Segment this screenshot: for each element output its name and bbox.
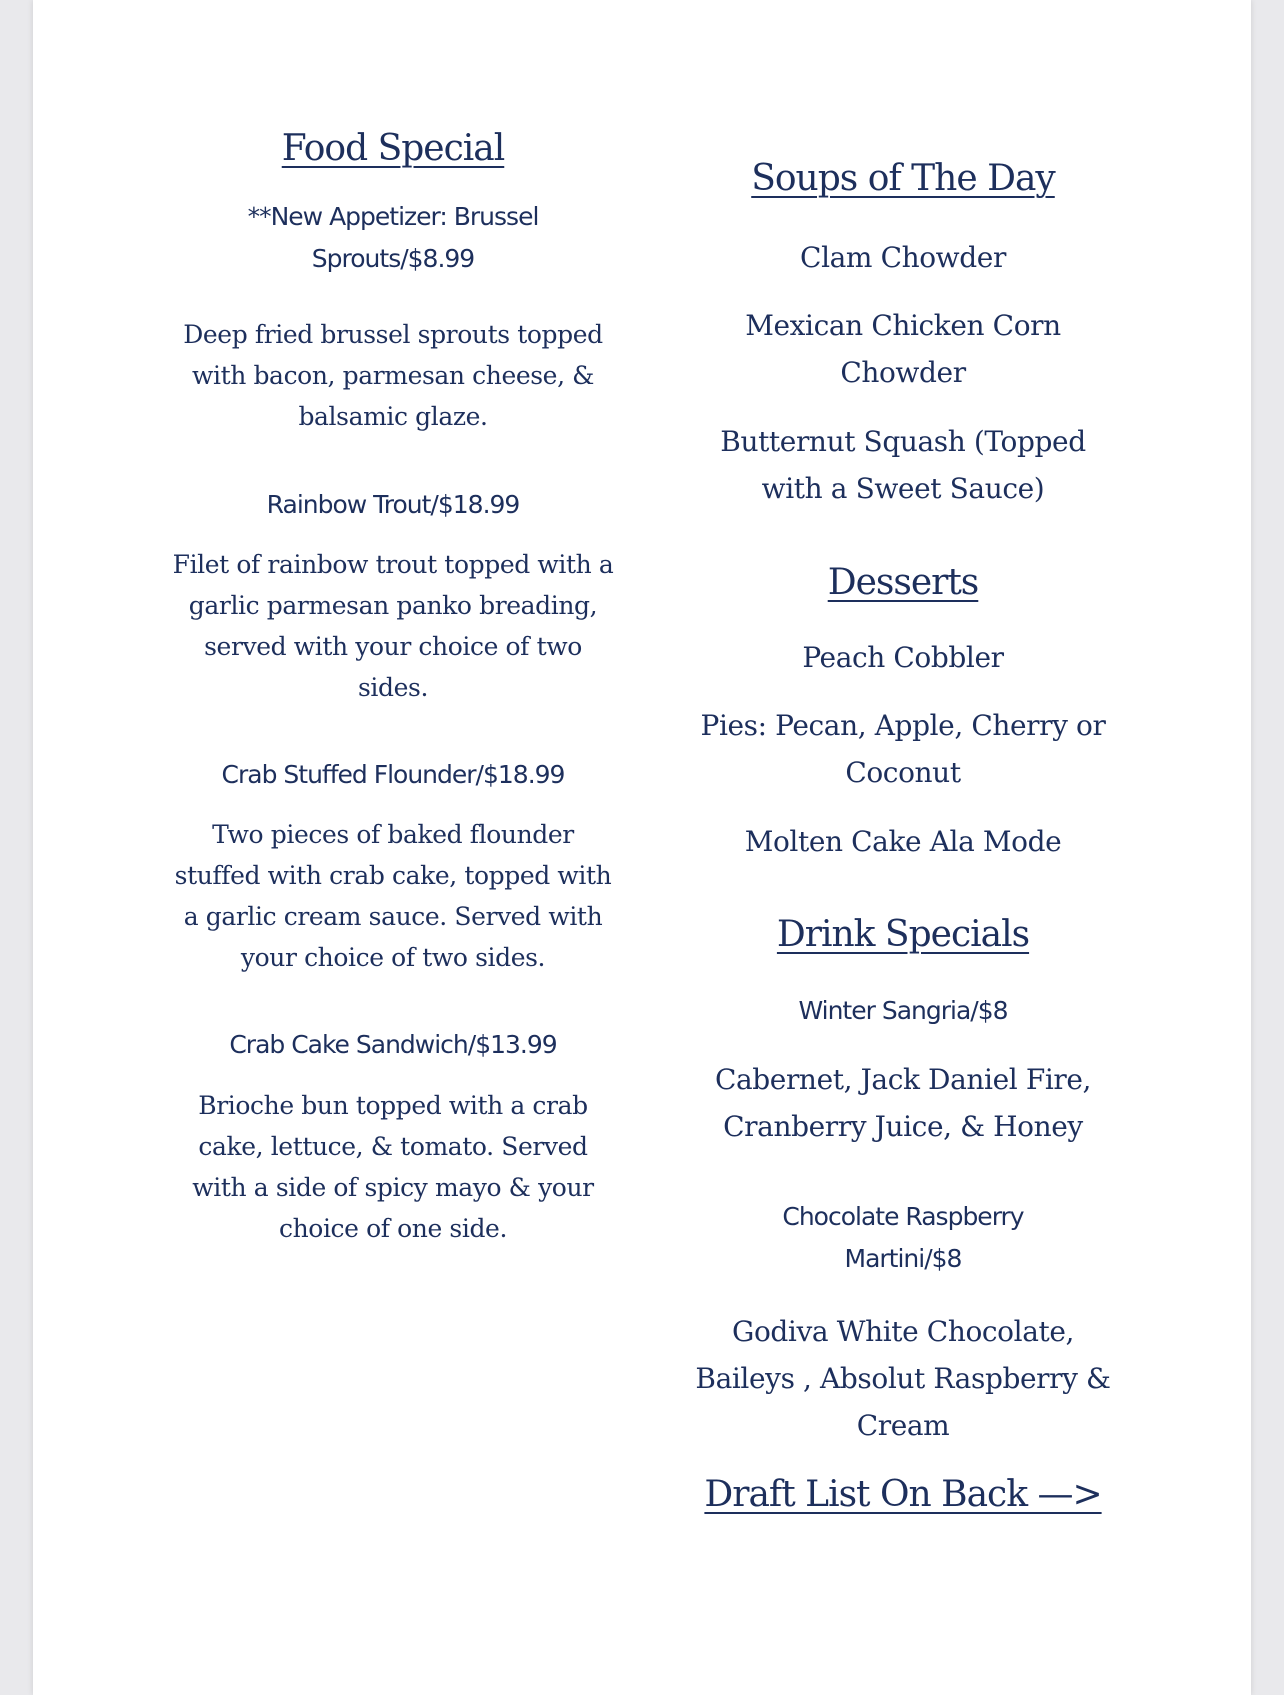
appetizer-description-line: with bacon, parmesan cheese, & xyxy=(191,361,595,390)
trout-description-line: served with your choice of two xyxy=(204,632,582,661)
soups-heading: Soups of The Day xyxy=(751,158,1055,199)
dessert-item xyxy=(653,702,1153,796)
appetizer-description-line: balsamic glaze. xyxy=(298,402,488,431)
soup-item-line: with a Sweet Sauce) xyxy=(761,472,1045,505)
sandwich-description xyxy=(153,1085,633,1249)
drink-title-line: Winter Sangria/$8 xyxy=(798,996,1008,1025)
drink-description-line: Godiva White Chocolate, xyxy=(731,1315,1075,1348)
dessert-item-line: Molten Cake Ala Mode xyxy=(744,825,1062,858)
flounder-description-line: your choice of two sides. xyxy=(240,943,546,972)
dessert-item-line: Peach Cobbler xyxy=(802,641,1004,674)
drinks-heading: Drink Specials xyxy=(776,914,1030,955)
flounder-title-line: Crab Stuffed Flounder/$18.99 xyxy=(221,760,565,789)
dessert-item-line: Pies: Pecan, Apple, Cherry or xyxy=(700,709,1106,742)
soup-item-line: Mexican Chicken Corn xyxy=(745,309,1061,342)
sandwich-description-line: Brioche bun topped with a crab xyxy=(198,1091,588,1120)
soup-item-line: Butternut Squash (Topped xyxy=(720,425,1086,458)
trout-description xyxy=(153,544,633,708)
desserts-heading: Desserts xyxy=(827,562,979,603)
appetizer-description-line: Deep fried brussel sprouts topped xyxy=(183,320,603,349)
appetizer-title-line: **New Appetizer: Brussel xyxy=(247,202,539,231)
flounder-description-line: a garlic cream sauce. Served with xyxy=(183,902,603,931)
soup-item-line: Chowder xyxy=(840,356,966,389)
sandwich-title xyxy=(153,1024,633,1066)
drink-description xyxy=(653,1308,1153,1449)
draft-list-link: Draft List On Back —> xyxy=(704,1474,1102,1515)
drink-description-line: Baileys , Absolut Raspberry & xyxy=(695,1362,1111,1395)
soup-item xyxy=(653,302,1153,396)
flounder-title xyxy=(153,754,633,796)
trout-title xyxy=(153,484,633,526)
sandwich-description-line: cake, lettuce, & tomato. Served xyxy=(198,1132,588,1161)
soup-item xyxy=(653,418,1153,512)
sandwich-description-line: with a side of spicy mayo & your xyxy=(192,1173,594,1202)
appetizer-title xyxy=(153,196,633,280)
trout-description-line: garlic parmesan panko breading, xyxy=(188,591,598,620)
dessert-item xyxy=(653,818,1153,865)
drink-description-line: Cranberry Juice, & Honey xyxy=(723,1110,1083,1143)
drink-title-line: Chocolate Raspberry xyxy=(782,1202,1024,1231)
trout-description-line: Filet of rainbow trout topped with a xyxy=(172,550,614,579)
drink-description-line: Cream xyxy=(856,1409,950,1442)
trout-description-line: sides. xyxy=(358,673,428,702)
sandwich-description-line: choice of one side. xyxy=(278,1214,507,1243)
menu-page xyxy=(33,0,1251,1695)
drink-title xyxy=(653,1196,1153,1280)
drink-title-line: Martini/$8 xyxy=(844,1244,962,1273)
appetizer-title-line: Sprouts/$8.99 xyxy=(311,244,475,273)
flounder-description-line: Two pieces of baked flounder xyxy=(212,820,574,849)
flounder-description-line: stuffed with crab cake, topped with xyxy=(174,861,612,890)
soup-item-line: Clam Chowder xyxy=(800,241,1006,274)
sandwich-title-line: Crab Cake Sandwich/$13.99 xyxy=(229,1030,557,1059)
soup-item xyxy=(653,234,1153,281)
flounder-description xyxy=(153,814,633,978)
dessert-item xyxy=(653,634,1153,681)
drink-description xyxy=(653,1056,1153,1150)
drink-description-line: Cabernet, Jack Daniel Fire, xyxy=(714,1063,1092,1096)
drink-title xyxy=(653,990,1153,1032)
food-special-heading: Food Special xyxy=(281,128,505,169)
dessert-item-line: Coconut xyxy=(845,756,961,789)
appetizer-description xyxy=(153,314,633,437)
trout-title-line: Rainbow Trout/$18.99 xyxy=(266,490,520,519)
